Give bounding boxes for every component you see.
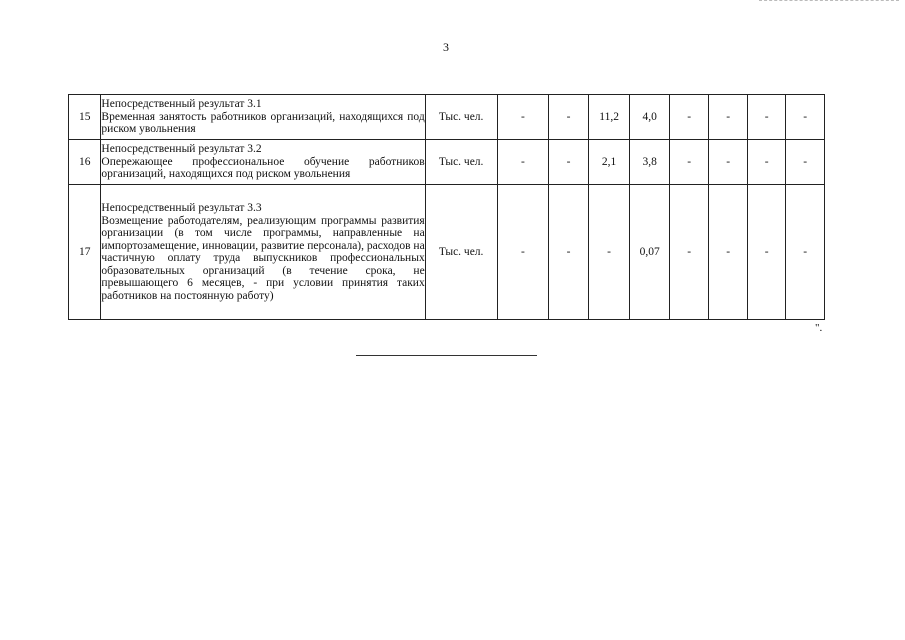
result-title: Непосредственный результат 3.1	[101, 98, 262, 111]
value-cell: 4,0	[630, 95, 670, 140]
table-row	[69, 185, 825, 320]
result-text: Опережающее профессиональное обучение работников организаций, находящихся под риском увольнения	[101, 155, 425, 181]
value-cell: -	[709, 95, 748, 140]
value-cell: -	[588, 185, 630, 320]
result-text: Временная занятость работников организаций, находящихся под риском увольнения	[101, 110, 425, 136]
value-cell: -	[669, 95, 709, 140]
scan-edge-line	[759, 0, 899, 1]
value-cell: -	[747, 95, 786, 140]
value-cell: -	[497, 185, 549, 320]
value-cell: -	[549, 140, 589, 185]
separator-line	[356, 355, 537, 356]
result-text: Возмещение работодателям, реализующим программы развития организации (в том числе программы, направленные на импортозамещение, инновации, развитие персонала), расходов на частичную оплату труда выпускников профессиональных образовательных организаций (в течение срока, не превышающего 6 месяцев, - при условии принятия таких работников на постоянную работу)	[101, 214, 425, 302]
results-table	[68, 94, 825, 320]
page-number: 3	[443, 40, 449, 54]
value-cell: -	[747, 185, 786, 320]
value-cell: -	[669, 140, 709, 185]
result-title: Непосредственный результат 3.2	[101, 143, 262, 156]
result-description	[101, 140, 425, 185]
table-row	[69, 140, 825, 185]
table-row	[69, 95, 825, 140]
value-cell: -	[786, 140, 825, 185]
value-cell: 2,1	[588, 140, 630, 185]
value-cell: -	[669, 185, 709, 320]
unit-cell: Тыс. чел.	[425, 185, 497, 320]
unit-cell: Тыс. чел.	[425, 140, 497, 185]
result-description	[101, 95, 425, 140]
value-cell: -	[549, 95, 589, 140]
closing-quote: ".	[815, 322, 823, 334]
value-cell: -	[786, 95, 825, 140]
unit-cell: Тыс. чел.	[425, 95, 497, 140]
value-cell: -	[747, 140, 786, 185]
result-description	[101, 185, 425, 320]
row-number: 17	[69, 185, 101, 320]
value-cell: 3,8	[630, 140, 670, 185]
value-cell: 0,07	[630, 185, 670, 320]
value-cell: -	[786, 185, 825, 320]
result-title: Непосредственный результат 3.3	[101, 202, 262, 214]
row-number: 15	[69, 95, 101, 140]
value-cell: -	[709, 140, 748, 185]
value-cell: 11,2	[588, 95, 630, 140]
row-number: 16	[69, 140, 101, 185]
value-cell: -	[497, 95, 549, 140]
value-cell: -	[549, 185, 589, 320]
value-cell: -	[709, 185, 748, 320]
value-cell: -	[497, 140, 549, 185]
